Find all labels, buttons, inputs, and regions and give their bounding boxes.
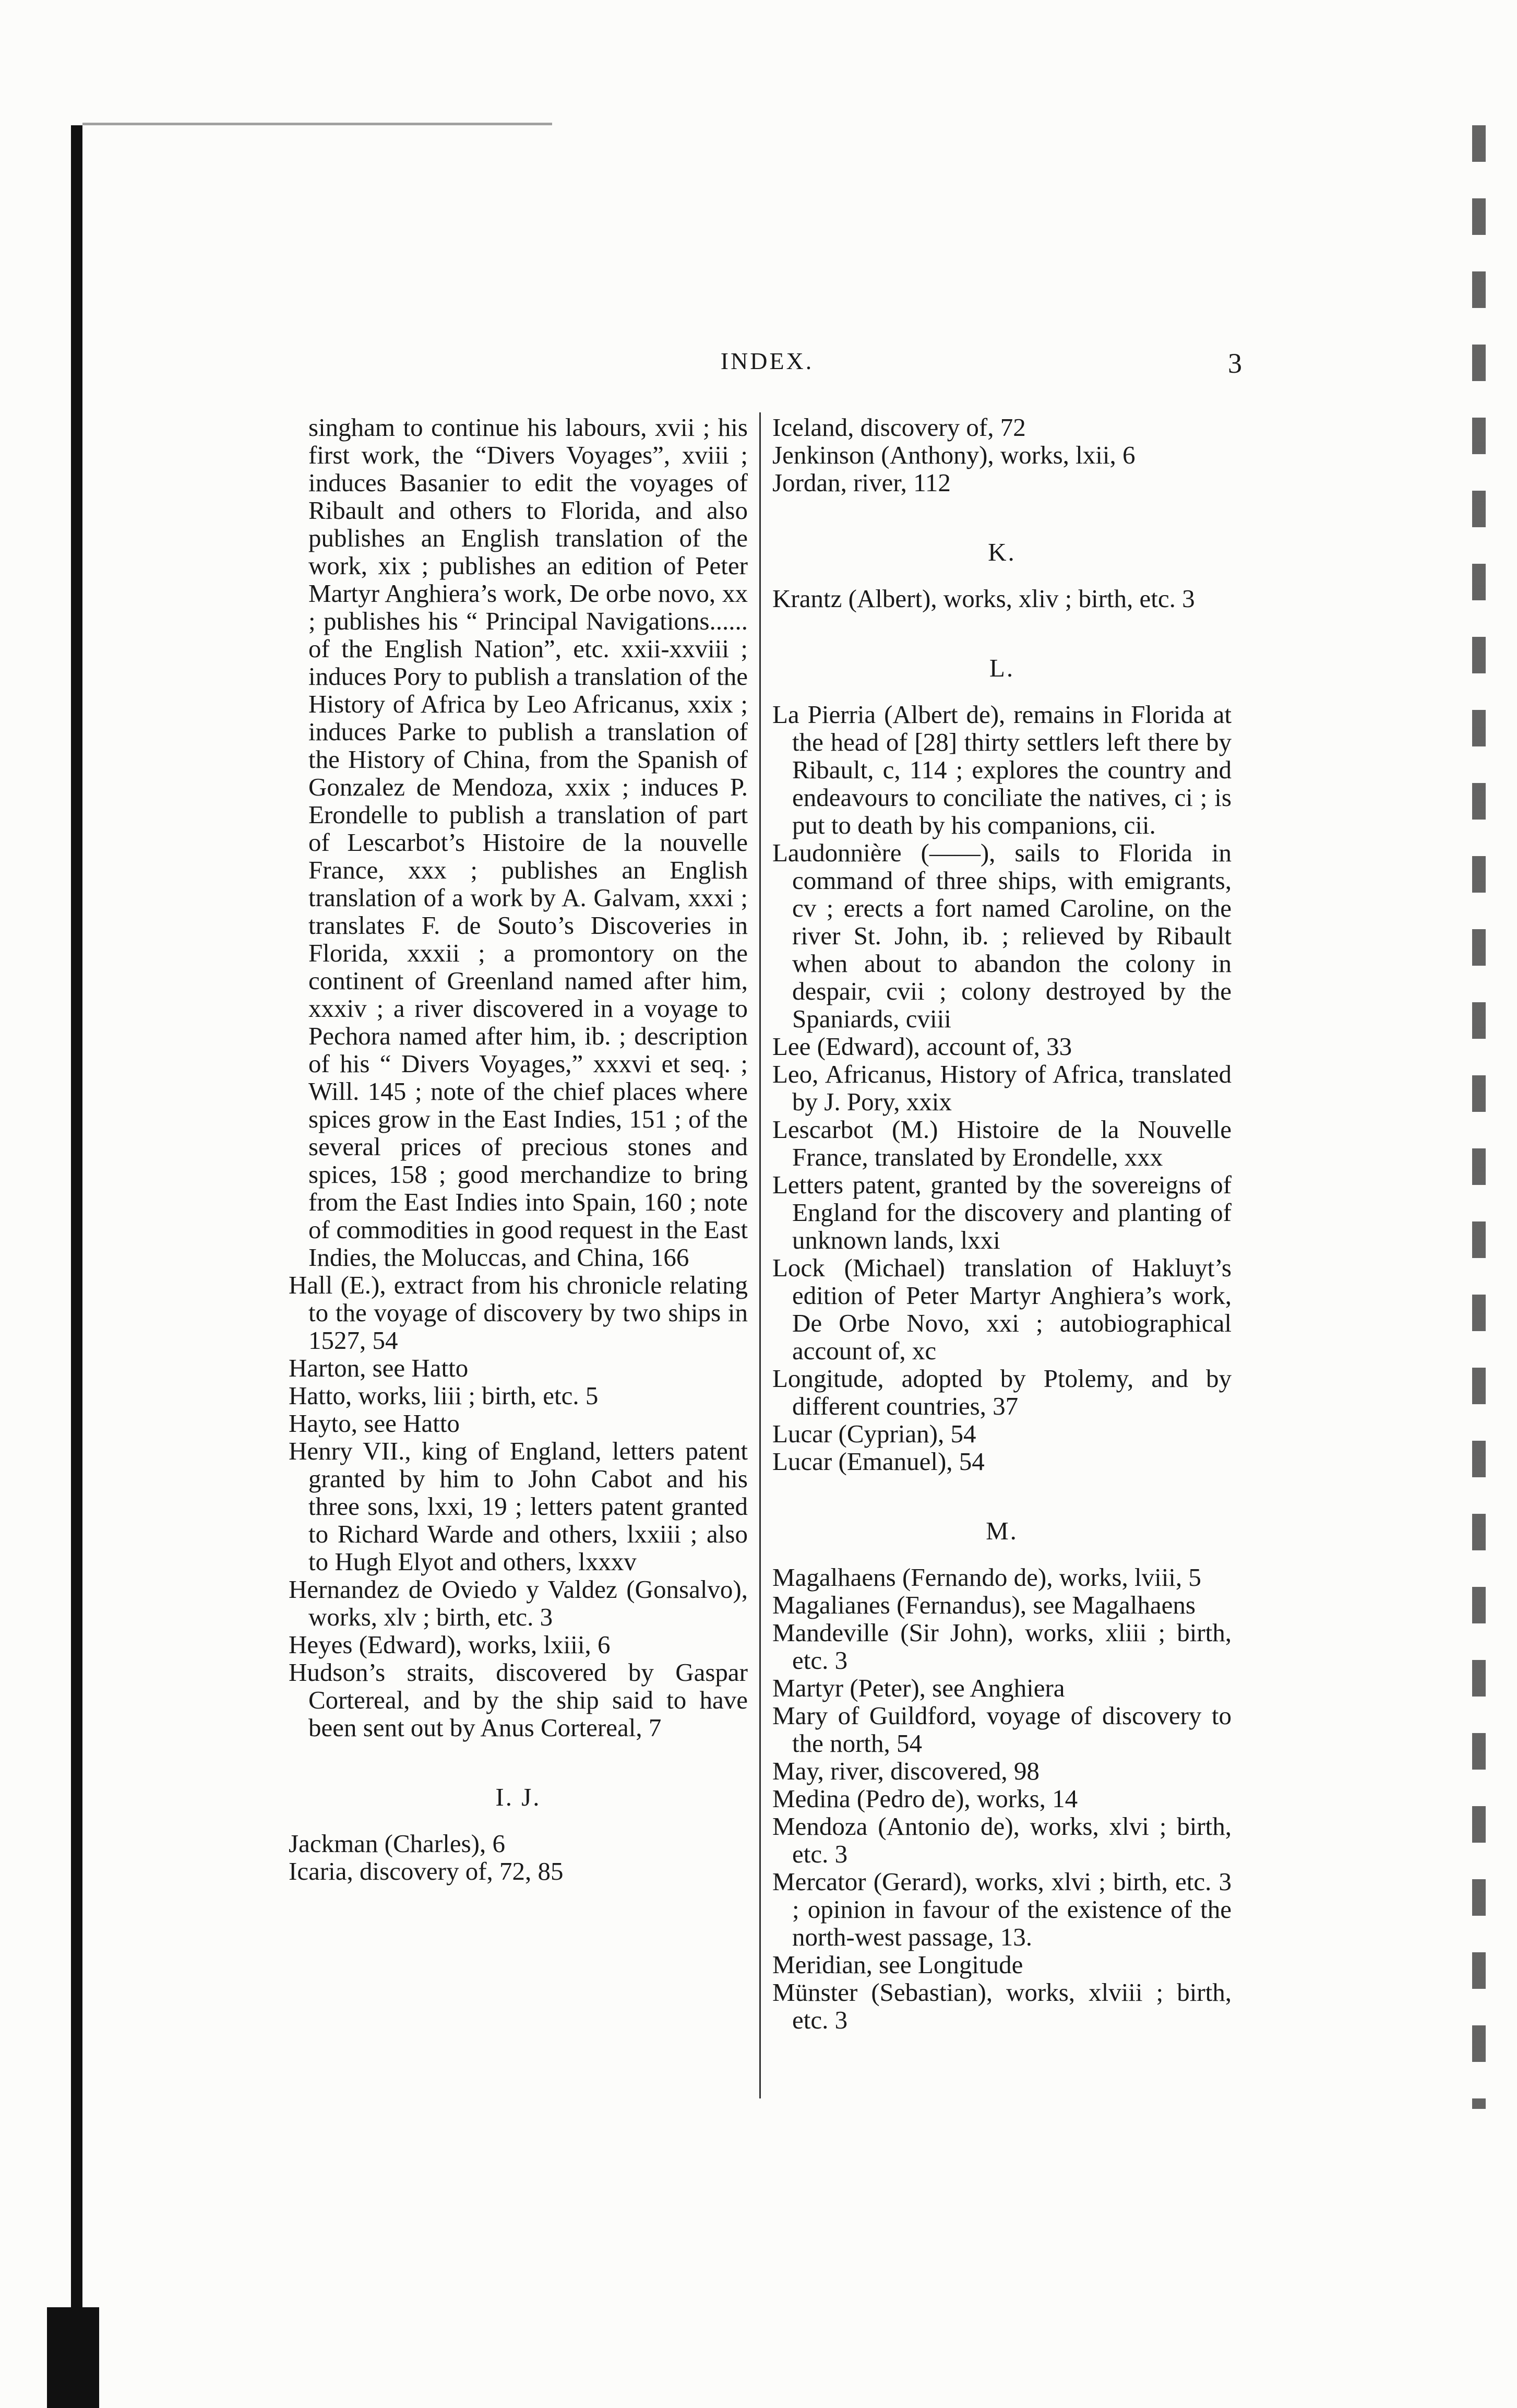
index-entry: singham to continue his labours, xvii ; his first work, the “Divers Voyages”, xviii ; induces Basanier to edit the voyages of Ribault and others to Florida, and also publishes an English translation of the work, xix ; publishes an edition of Peter Martyr Anghiera’s work, De orbe novo, xx ; publishes his “ Principal Navigations...... of the English Nation”, etc. xxii-xxviii ; induces Pory to publish a translation of the History of Africa by Leo Africanus, xxix ; induces Parke to publish a translation of the History of China, from the Spanish of Gonzalez de Mendoza, xxix ; induces P. Erondelle to publish a translation of part of Lescarbot’s Histoire de la nouvelle France, xxx ; publishes an English translation of a work by A. Galvam, xxxi ; translates F. de Souto’s Discoveries in Florida, xxxii ; a promontory on the continent of Greenland named after him, xxxiv ; a river discovered in a voyage to Pechora named after him, ib. ; description of his “ Divers Voyages,” xxxvi et seq. ; Will. 145 ; note of the chief places where spices grow in the East Indies, 151 ; of the several prices of precious stones and spices, 158 ; good merchandize to bring from the East Indies into Spain, 160 ; note of commodities in good request in the East Indies, the Moluccas, and China, 166 (308, 413, 748, 1272)
section-letter: L. (989, 654, 1015, 682)
column-divider (759, 412, 761, 2098)
index-entry: Mercator (Gerard), works, xlvi ; birth, etc. 3 ; opinion in favour of the existence of the north-west passage, 13. (772, 1867, 1232, 1951)
index-entry: Hall (E.), extract from his chronicle relating to the voyage of discovery by two ships in 1527, 54 (289, 1271, 748, 1355)
index-entry: Münster (Sebastian), works, xlviii ; birth, etc. 3 (772, 1978, 1232, 2034)
index-entry: La Pierria (Albert de), remains in Florida at the head of [28] thirty settlers left there by Ribault, c, 114 ; explores the country and endeavours to conciliate the natives, ci ; is put to death by his companions, cii. (772, 700, 1232, 839)
page-header (292, 347, 1242, 389)
index-entry: Harton, see Hatto (289, 1354, 469, 1382)
index-entry: Lescarbot (M.) Histoire de la Nouvelle France, translated by Erondelle, xxx (772, 1115, 1232, 1171)
index-entry: Magalianes (Fernandus), see Magalhaens (772, 1591, 1196, 1619)
index-entry: Iceland, discovery of, 72 (772, 413, 1026, 442)
index-entry: Jackman (Charles), 6 (289, 1829, 505, 1858)
index-entry: Lucar (Cyprian), 54 (772, 1419, 976, 1448)
section-gap (772, 1475, 1232, 1502)
index-entry: Longitude, adopted by Ptolemy, and by different countries, 37 (772, 1364, 1232, 1420)
index-entry: Lock (Michael) translation of Hakluyt’s edition of Peter Martyr Anghiera’s work, De Orbe Novo, xxi ; autobiographical account of, xc (772, 1253, 1232, 1365)
index-entry: Medina (Pedro de), works, 14 (772, 1784, 1078, 1813)
section-letter: M. (986, 1516, 1018, 1545)
index-entry: Hudson’s straits, discovered by Gaspar Cortereal, and by the ship said to have been sent out by Anus Cortereal, 7 (289, 1658, 748, 1742)
index-entry: Hayto, see Hatto (289, 1409, 460, 1438)
index-column-left (289, 413, 748, 1885)
section-letter: I. J. (495, 1783, 541, 1811)
index-column-right (772, 413, 1232, 2034)
index-entry: Martyr (Peter), see Anghiera (772, 1674, 1065, 1702)
binding-shadow (71, 125, 82, 2408)
index-entry: Jordan, river, 112 (772, 468, 951, 497)
index-entry: Meridian, see Longitude (772, 1950, 1023, 1979)
page-edge-mark (82, 123, 552, 125)
page-number: 3 (1228, 348, 1242, 379)
index-entry: Hatto, works, liii ; birth, etc. 5 (289, 1381, 599, 1410)
index-entry: Hernandez de Oviedo y Valdez (Gonsalvo), works, xlv ; birth, etc. 3 (289, 1575, 748, 1631)
index-entry: May, river, discovered, 98 (772, 1757, 1040, 1785)
binding-shadow-foot (47, 2307, 99, 2408)
index-entry: Magalhaens (Fernando de), works, lviii, 5 (772, 1563, 1201, 1592)
section-gap (772, 496, 1232, 524)
index-entry: Henry VII., king of England, letters patent granted by him to John Cabot and his three sons, lxxi, 19 ; letters patent granted to Richard Warde and others, lxxiii ; also to Hugh Elyot and others, lxxxv (289, 1437, 748, 1576)
section-gap (289, 1741, 748, 1769)
index-entry: Letters patent, granted by the sovereigns of England for the discovery and planting of unknown lands, lxxi (772, 1170, 1232, 1254)
scan-edge-marks (1472, 125, 1486, 2109)
index-entry: Icaria, discovery of, 72, 85 (289, 1857, 564, 1885)
section-gap (772, 612, 1232, 639)
section-letter: K. (988, 538, 1016, 566)
index-entry: Laudonnière (——), sails to Florida in command of three ships, with emigrants, cv ; erects a fort named Caroline, on the river St. John, ib. ; relieved by Ribault when about to abandon the colony in despair, cvii ; colony destroyed by the Spaniards, cviii (772, 838, 1232, 1033)
index-entry: Heyes (Edward), works, lxiii, 6 (289, 1630, 611, 1659)
running-head: INDEX. (720, 348, 814, 374)
index-entry: Krantz (Albert), works, xliv ; birth, etc. 3 (772, 584, 1195, 613)
index-entry: Lee (Edward), account of, 33 (772, 1032, 1072, 1061)
index-entry: Mandeville (Sir John), works, xliii ; birth, etc. 3 (772, 1618, 1232, 1675)
index-entry: Jenkinson (Anthony), works, lxii, 6 (772, 441, 1136, 469)
index-entry: Lucar (Emanuel), 54 (772, 1447, 985, 1476)
index-entry: Mary of Guildford, voyage of discovery to the north, 54 (772, 1701, 1232, 1758)
index-entry: Mendoza (Antonio de), works, xlvi ; birth, etc. 3 (772, 1812, 1232, 1868)
index-entry: Leo, Africanus, History of Africa, translated by J. Pory, xxix (772, 1060, 1232, 1116)
